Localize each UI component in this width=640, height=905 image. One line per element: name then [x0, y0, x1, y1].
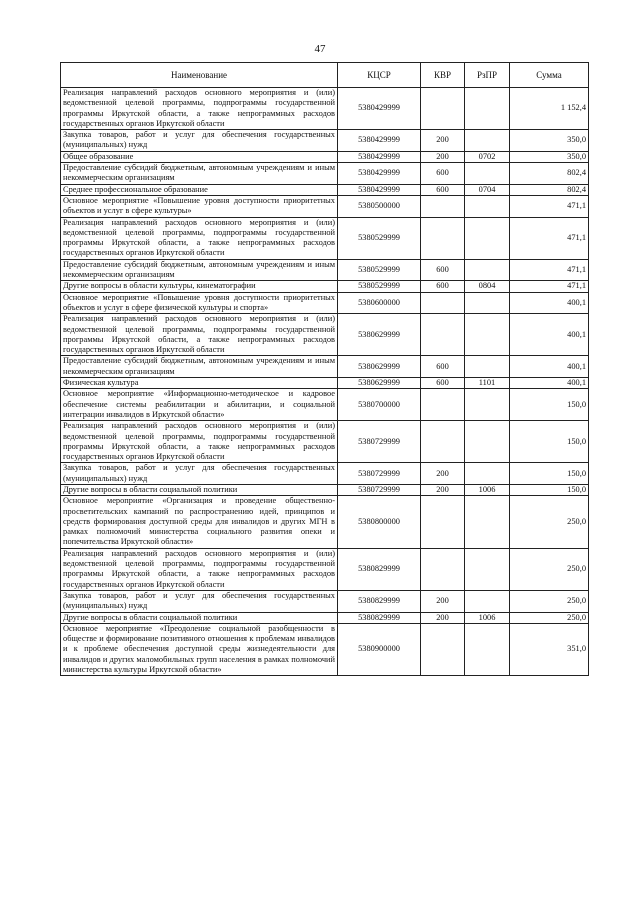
table-row	[61, 612, 589, 623]
cell-name: Основное мероприятие «Повышение уровня доступности приоритетных объектов и услуг в сфере культуры»	[61, 195, 338, 217]
header-sum: Сумма	[510, 63, 589, 88]
table-row	[61, 378, 589, 389]
cell-name: Основное мероприятие «Информационно-методическое и кадровое обеспечение системы реабилитации и абилитации, и социальной интеграции инвалидов в Иркутской области»	[61, 389, 338, 421]
cell-kcsr: 5380629999	[338, 378, 421, 389]
cell-kcsr: 5380829999	[338, 590, 421, 612]
table-row	[61, 314, 589, 356]
cell-sum: 250,0	[510, 548, 589, 590]
cell-kvr	[421, 292, 465, 314]
cell-sum: 150,0	[510, 484, 589, 495]
cell-name: Основное мероприятие «Организация и проведение общественно-просветительских кампаний по распространению идей, принципов и средств формирования доступной среды для инвалидов и других МГН в рамках полномочий министерства социального развития опеки и попечительства Иркутской области»	[61, 496, 338, 548]
cell-rzpr: 1006	[465, 612, 510, 623]
cell-rzpr	[465, 623, 510, 675]
header-kvr: КВР	[421, 63, 465, 88]
cell-name: Закупка товаров, работ и услуг для обеспечения государственных (муниципальных) нужд	[61, 463, 338, 485]
cell-rzpr: 0702	[465, 151, 510, 162]
cell-rzpr	[465, 389, 510, 421]
cell-rzpr	[465, 259, 510, 281]
cell-name: Среднее профессиональное образование	[61, 184, 338, 195]
cell-rzpr: 1006	[465, 484, 510, 495]
cell-kvr	[421, 548, 465, 590]
cell-kcsr: 5380429999	[338, 184, 421, 195]
cell-kvr: 600	[421, 281, 465, 292]
table-row	[61, 463, 589, 485]
cell-name: Реализация направлений расходов основного мероприятия и (или) ведомственной целевой программы, подпрограммы государственной программы Иркутской области, а также непрограммных расходов государственных органов Иркутской области	[61, 314, 338, 356]
cell-sum: 250,0	[510, 496, 589, 548]
cell-rzpr: 1101	[465, 378, 510, 389]
cell-sum: 802,4	[510, 184, 589, 195]
cell-kvr	[421, 88, 465, 130]
table-row	[61, 548, 589, 590]
cell-kvr	[421, 217, 465, 259]
cell-kvr	[421, 421, 465, 463]
cell-kcsr: 5380529999	[338, 281, 421, 292]
cell-kvr: 200	[421, 590, 465, 612]
cell-name: Другие вопросы в области социальной политики	[61, 484, 338, 495]
cell-sum: 471,1	[510, 195, 589, 217]
header-kcsr: КЦСР	[338, 63, 421, 88]
cell-name: Основное мероприятие «Преодоление социальной разобщенности в обществе и формирование позитивного отношения к проблемам инвалидов и к проблеме обеспечения доступной среды жизнедеятельности для инвалидов и других маломобильных групп населения в рамках полномочий министерства культуры Иркутской области»	[61, 623, 338, 675]
cell-kvr: 600	[421, 378, 465, 389]
cell-kcsr: 5380529999	[338, 217, 421, 259]
cell-sum: 250,0	[510, 612, 589, 623]
cell-sum: 471,1	[510, 281, 589, 292]
cell-sum: 150,0	[510, 463, 589, 485]
header-rzpr: РзПР	[465, 63, 510, 88]
table-row	[61, 590, 589, 612]
page-number: 47	[314, 43, 326, 55]
cell-sum: 350,0	[510, 151, 589, 162]
cell-name: Основное мероприятие «Повышение уровня доступности приоритетных объектов и услуг в сфере физической культуры и спорта»	[61, 292, 338, 314]
table-row	[61, 88, 589, 130]
cell-kvr: 600	[421, 184, 465, 195]
cell-rzpr	[465, 217, 510, 259]
cell-sum: 350,0	[510, 130, 589, 152]
table-row	[61, 130, 589, 152]
cell-rzpr	[465, 130, 510, 152]
cell-kvr	[421, 389, 465, 421]
table-row	[61, 356, 589, 378]
table-row	[61, 151, 589, 162]
cell-rzpr	[465, 356, 510, 378]
cell-kcsr: 5380500000	[338, 195, 421, 217]
cell-kvr: 200	[421, 484, 465, 495]
cell-sum: 400,1	[510, 314, 589, 356]
cell-sum: 351,0	[510, 623, 589, 675]
cell-rzpr	[465, 163, 510, 185]
cell-name: Закупка товаров, работ и услуг для обеспечения государственных (муниципальных) нужд	[61, 590, 338, 612]
cell-sum: 250,0	[510, 590, 589, 612]
table-row	[61, 281, 589, 292]
cell-kvr: 200	[421, 130, 465, 152]
cell-kcsr: 5380729999	[338, 421, 421, 463]
cell-rzpr: 0804	[465, 281, 510, 292]
cell-rzpr	[465, 195, 510, 217]
cell-rzpr	[465, 496, 510, 548]
cell-kvr: 200	[421, 463, 465, 485]
cell-name: Другие вопросы в области культуры, кинематографии	[61, 281, 338, 292]
cell-sum: 1 152,4	[510, 88, 589, 130]
cell-name: Реализация направлений расходов основного мероприятия и (или) ведомственной целевой программы, подпрограммы государственной программы Иркутской области, а также непрограммных расходов государственных органов Иркутской области	[61, 421, 338, 463]
table-row	[61, 163, 589, 185]
cell-kvr: 200	[421, 612, 465, 623]
cell-kcsr: 5380600000	[338, 292, 421, 314]
table-row	[61, 484, 589, 495]
cell-kcsr: 5380429999	[338, 163, 421, 185]
cell-sum: 471,1	[510, 217, 589, 259]
cell-name: Общее образование	[61, 151, 338, 162]
cell-kvr: 600	[421, 163, 465, 185]
table-row	[61, 421, 589, 463]
cell-kcsr: 5380429999	[338, 151, 421, 162]
cell-kcsr: 5380429999	[338, 130, 421, 152]
cell-name: Предоставление субсидий бюджетным, автономным учреждениям и иным некоммерческим организациям	[61, 356, 338, 378]
cell-kcsr: 5380829999	[338, 548, 421, 590]
cell-rzpr	[465, 463, 510, 485]
cell-kvr: 200	[421, 151, 465, 162]
cell-rzpr	[465, 421, 510, 463]
cell-kcsr: 5380629999	[338, 314, 421, 356]
budget-table	[60, 62, 589, 676]
cell-kvr: 600	[421, 259, 465, 281]
cell-kcsr: 5380729999	[338, 484, 421, 495]
cell-kcsr: 5380700000	[338, 389, 421, 421]
table-row	[61, 217, 589, 259]
cell-kcsr: 5380729999	[338, 463, 421, 485]
cell-rzpr	[465, 548, 510, 590]
cell-kvr	[421, 496, 465, 548]
cell-kvr: 600	[421, 356, 465, 378]
header-name: Наименование	[61, 63, 338, 88]
cell-kvr	[421, 623, 465, 675]
cell-sum: 400,1	[510, 356, 589, 378]
table-row	[61, 623, 589, 675]
cell-name: Предоставление субсидий бюджетным, автономным учреждениям и иным некоммерческим организациям	[61, 259, 338, 281]
table-row	[61, 389, 589, 421]
cell-kcsr: 5380800000	[338, 496, 421, 548]
cell-sum: 400,1	[510, 378, 589, 389]
cell-name: Реализация направлений расходов основного мероприятия и (или) ведомственной целевой программы, подпрограммы государственной программы Иркутской области, а также непрограммных расходов государственных органов Иркутской области	[61, 548, 338, 590]
cell-kcsr: 5380529999	[338, 259, 421, 281]
cell-rzpr	[465, 314, 510, 356]
cell-sum: 802,4	[510, 163, 589, 185]
cell-kcsr: 5380429999	[338, 88, 421, 130]
cell-sum: 150,0	[510, 421, 589, 463]
cell-rzpr	[465, 88, 510, 130]
cell-kcsr: 5380629999	[338, 356, 421, 378]
cell-kcsr: 5380829999	[338, 612, 421, 623]
cell-name: Закупка товаров, работ и услуг для обеспечения государственных (муниципальных) нужд	[61, 130, 338, 152]
cell-name: Предоставление субсидий бюджетным, автономным учреждениям и иным некоммерческим организациям	[61, 163, 338, 185]
table-row	[61, 184, 589, 195]
cell-rzpr	[465, 292, 510, 314]
table-row	[61, 259, 589, 281]
cell-sum: 150,0	[510, 389, 589, 421]
cell-sum: 471,1	[510, 259, 589, 281]
cell-name: Физическая культура	[61, 378, 338, 389]
cell-name: Реализация направлений расходов основного мероприятия и (или) ведомственной целевой программы, подпрограммы государственной программы Иркутской области, а также непрограммных расходов государственных органов Иркутской области	[61, 217, 338, 259]
cell-kcsr: 5380900000	[338, 623, 421, 675]
cell-kvr	[421, 314, 465, 356]
table-row	[61, 195, 589, 217]
cell-rzpr	[465, 590, 510, 612]
table-row	[61, 496, 589, 548]
cell-sum: 400,1	[510, 292, 589, 314]
table-row	[61, 292, 589, 314]
cell-rzpr: 0704	[465, 184, 510, 195]
table-header-row	[61, 63, 589, 88]
cell-name: Другие вопросы в области социальной политики	[61, 612, 338, 623]
cell-name: Реализация направлений расходов основного мероприятия и (или) ведомственной целевой программы, подпрограммы государственной программы Иркутской области, а также непрограммных расходов государственных органов Иркутской области	[61, 88, 338, 130]
cell-kvr	[421, 195, 465, 217]
